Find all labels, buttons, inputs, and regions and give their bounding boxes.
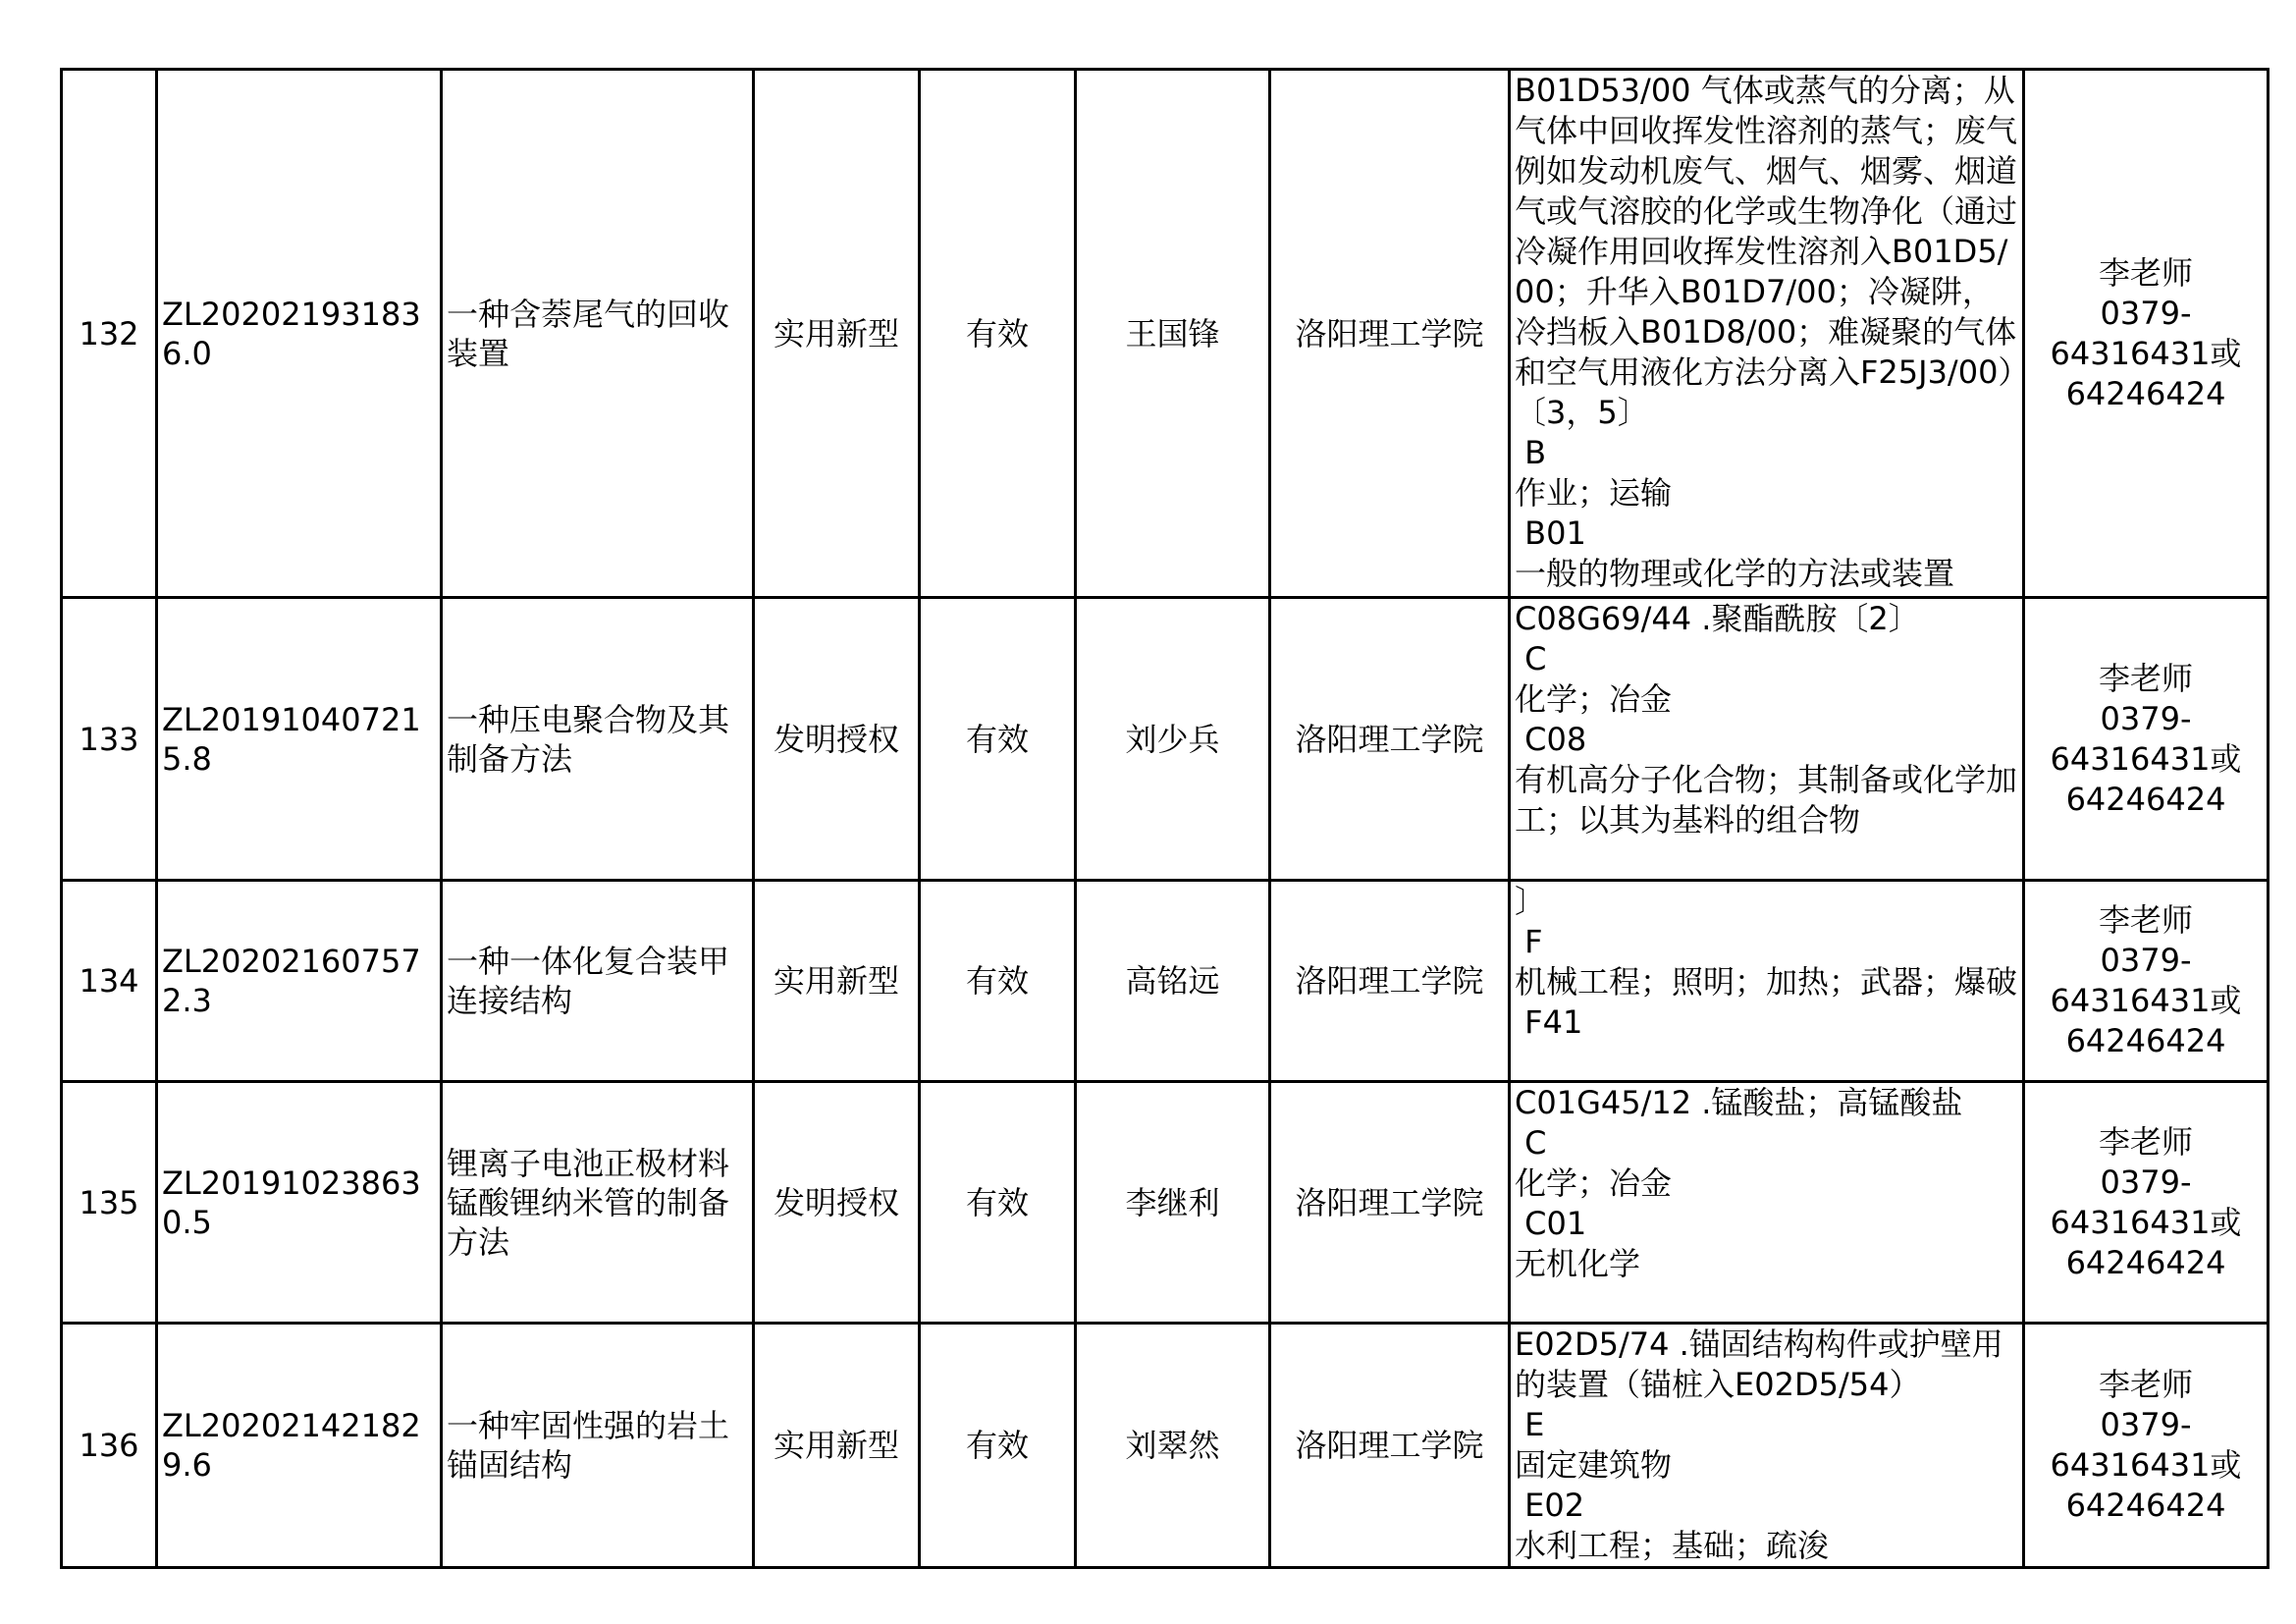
- contact-phone: 0379-: [2100, 1163, 2192, 1201]
- patent-table: [60, 68, 2269, 1569]
- patent-name: 一种一体化复合装甲连接结构: [442, 881, 754, 1082]
- ipc-classification: C01G45/12 .锰酸盐；高锰酸盐 C 化学；冶金 C01 无机化学: [1510, 1082, 2024, 1324]
- contact-phone: 64316431或: [2050, 1446, 2242, 1484]
- patent-owner: 洛阳理工学院: [1270, 70, 1510, 598]
- contact: [2024, 881, 2269, 1082]
- inventor: 刘少兵: [1076, 598, 1270, 881]
- patent-name: 一种压电聚合物及其制备方法: [442, 598, 754, 881]
- patent-type: 实用新型: [754, 1324, 920, 1568]
- inventor: 刘翠然: [1076, 1324, 1270, 1568]
- patent-name: 锂离子电池正极材料锰酸锂纳米管的制备方法: [442, 1082, 754, 1324]
- patent-owner: 洛阳理工学院: [1270, 881, 1510, 1082]
- row-number: 132: [62, 70, 157, 598]
- inventor: 李继利: [1076, 1082, 1270, 1324]
- contact-phone: 64316431或: [2050, 982, 2242, 1019]
- patent-type: 实用新型: [754, 70, 920, 598]
- contact-phone: 64246424: [2065, 1022, 2226, 1059]
- patent-owner: 洛阳理工学院: [1270, 598, 1510, 881]
- contact-phone: 0379-: [2100, 1406, 2192, 1443]
- ipc-classification: E02D5/74 .锚固结构构件或护壁用的装置（锚桩入E02D5/54） E 固定建筑物 E02 水利工程；基础；疏浚: [1510, 1324, 2024, 1568]
- contact-name: 李老师: [2098, 1366, 2193, 1403]
- patent-number: ZL202021607572.3: [157, 881, 442, 1082]
- patent-status: 有效: [920, 70, 1076, 598]
- patent-status: 有效: [920, 1324, 1076, 1568]
- patent-number: ZL201910238630.5: [157, 1082, 442, 1324]
- table-row: [62, 1324, 2269, 1568]
- contact-phone: 64246424: [2065, 374, 2226, 412]
- contact-phone: 0379-: [2100, 294, 2192, 332]
- contact: [2024, 1324, 2269, 1568]
- row-number: 134: [62, 881, 157, 1082]
- ipc-classification: 〕 F 机械工程；照明；加热；武器；爆破 F41: [1510, 881, 2024, 1082]
- ipc-classification: C08G69/44 .聚酯酰胺〔2〕 C 化学；冶金 C08 有机高分子化合物；其制备或化学加工；以其为基料的组合物: [1510, 598, 2024, 881]
- patent-status: 有效: [920, 598, 1076, 881]
- contact-phone: 0379-: [2100, 699, 2192, 737]
- row-number: 133: [62, 598, 157, 881]
- patent-name: 一种含萘尾气的回收装置: [442, 70, 754, 598]
- contact: [2024, 70, 2269, 598]
- contact-phone: 0379-: [2100, 942, 2192, 979]
- contact-phone: 64316431或: [2050, 739, 2242, 778]
- patent-number: ZL202021931836.0: [157, 70, 442, 598]
- contact-phone: 64246424: [2065, 1487, 2226, 1524]
- table-row: [62, 881, 2269, 1082]
- row-number: 135: [62, 1082, 157, 1324]
- ipc-classification: B01D53/00 气体或蒸气的分离；从气体中回收挥发性溶剂的蒸气；废气例如发动机废气、烟气、烟雾、烟道气或气溶胶的化学或生物净化（通过冷凝作用回收挥发性溶剂入B01D5/00；升华入B01D7/00；冷凝阱，冷挡板入B01D8/00；难凝聚的气体和空气用液化方法分离入F25J3/00）〔3，5〕 B 作业；运输 B01 一般的物理或化学的方法或装置: [1510, 70, 2024, 598]
- contact-phone: 64246424: [2065, 780, 2226, 818]
- inventor: 王国锋: [1076, 70, 1270, 598]
- patent-status: 有效: [920, 1082, 1076, 1324]
- patent-number: ZL201910407215.8: [157, 598, 442, 881]
- inventor: 高铭远: [1076, 881, 1270, 1082]
- contact-name: 李老师: [2098, 901, 2193, 939]
- contact-phone: 64246424: [2065, 1243, 2226, 1281]
- contact-name: 李老师: [2098, 1122, 2193, 1161]
- patent-status: 有效: [920, 881, 1076, 1082]
- contact-name: 李老师: [2098, 253, 2193, 292]
- table-row: [62, 598, 2269, 881]
- table-row: [62, 1082, 2269, 1324]
- patent-type: 实用新型: [754, 881, 920, 1082]
- contact-phone: 64316431或: [2050, 1203, 2242, 1241]
- patent-type: 发明授权: [754, 1082, 920, 1324]
- patent-number: ZL202021421829.6: [157, 1324, 442, 1568]
- patent-type: 发明授权: [754, 598, 920, 881]
- patent-owner: 洛阳理工学院: [1270, 1324, 1510, 1568]
- contact: [2024, 1082, 2269, 1324]
- contact-phone: 64316431或: [2050, 334, 2242, 372]
- row-number: 136: [62, 1324, 157, 1568]
- contact: [2024, 598, 2269, 881]
- patent-owner: 洛阳理工学院: [1270, 1082, 1510, 1324]
- contact-name: 李老师: [2098, 659, 2193, 697]
- patent-name: 一种牢固性强的岩土锚固结构: [442, 1324, 754, 1568]
- table-row: [62, 70, 2269, 598]
